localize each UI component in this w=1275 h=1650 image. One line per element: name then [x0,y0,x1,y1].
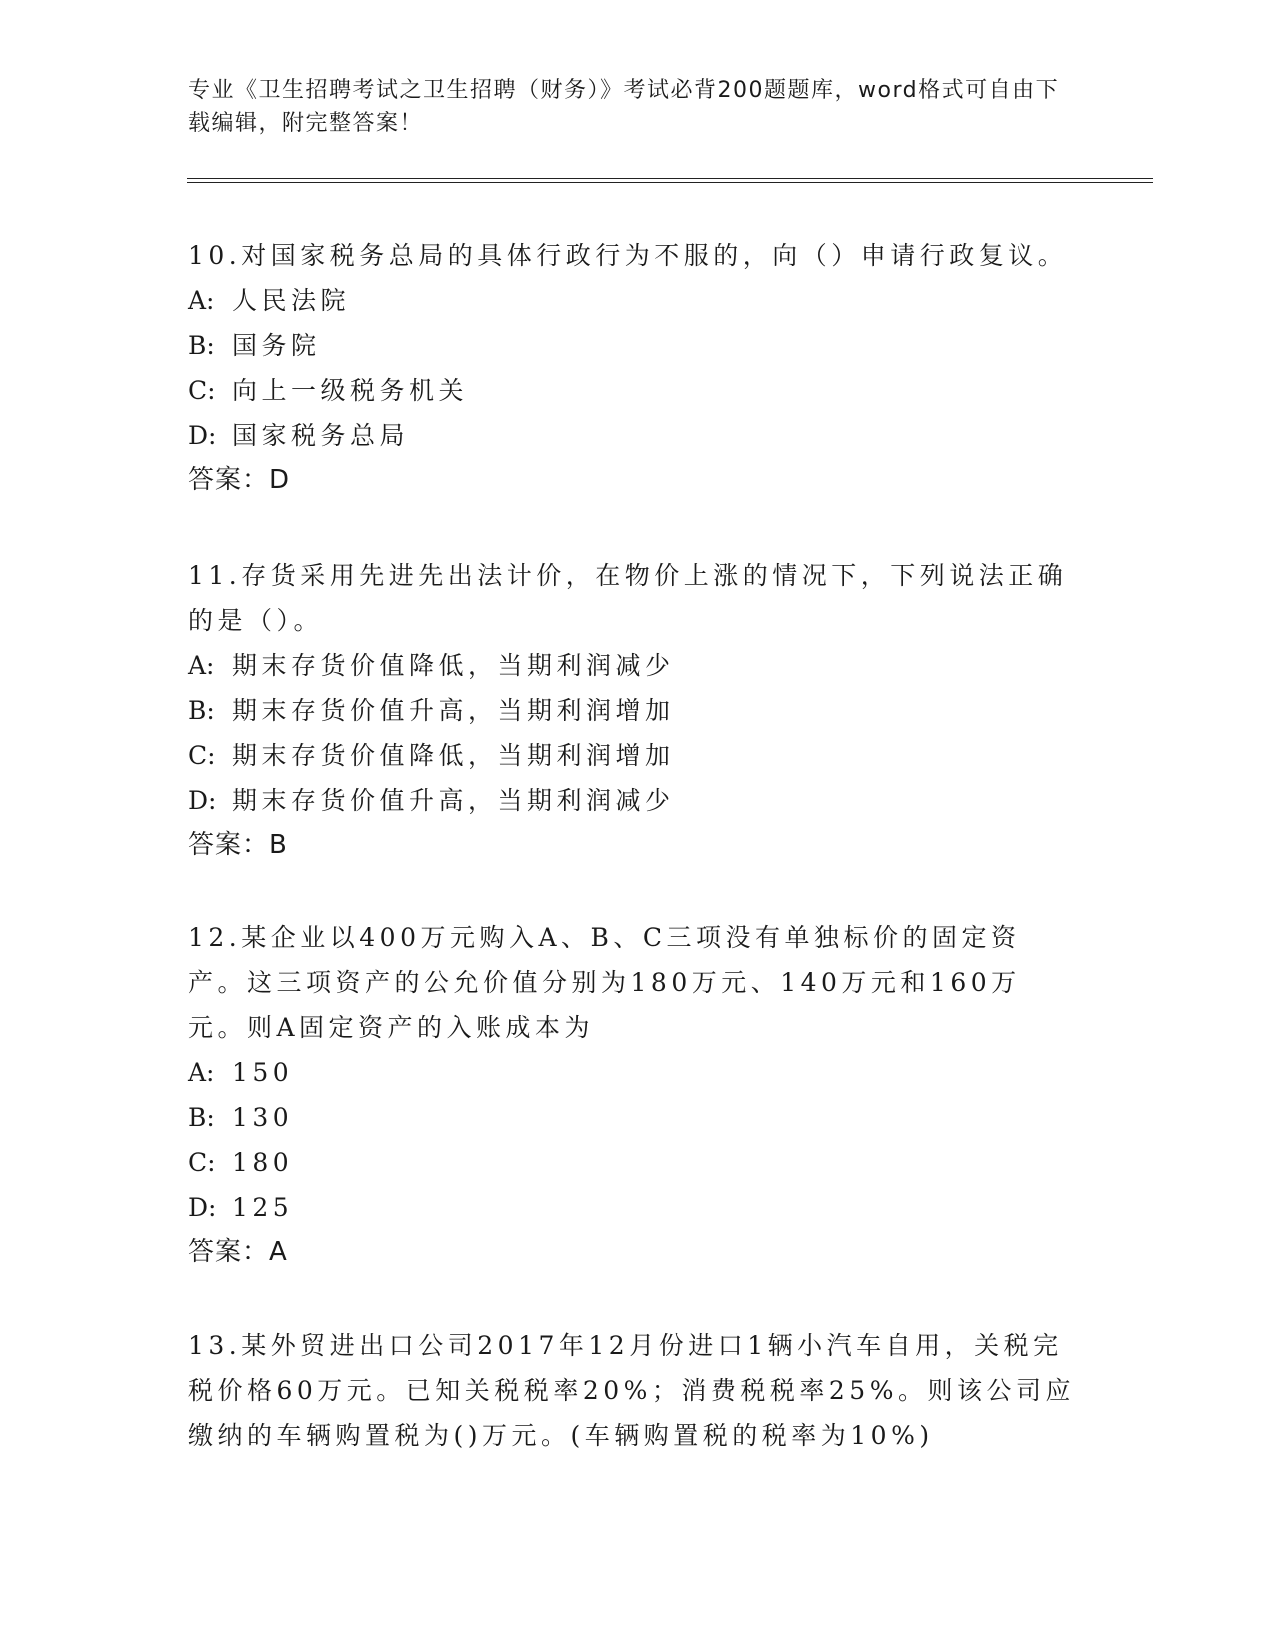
option-letter: D: [188,421,217,450]
option-letter: A: [188,1058,215,1087]
header-divider-bottom [187,182,1153,183]
option-text: 130 [232,1103,294,1132]
option-letter: B: [188,331,215,360]
question-13 [188,1323,1078,1458]
option-b [188,688,1078,733]
question-stem: 12.某企业以400万元购入A、B、C三项没有单独标价的固定资产。这三项资产的公允价值分别为180万元、140万元和160万元。则A固定资产的入账成本为 [188,923,1021,1042]
question-10 [188,233,1078,503]
question-12 [188,915,1078,1275]
option-text: 期末存货价值升高，当期利润增加 [232,696,675,725]
header-divider-top [187,178,1153,179]
option-d [188,413,1078,458]
option-text: 人民法院 [232,286,351,315]
option-text: 期末存货价值升高，当期利润减少 [232,786,675,815]
option-text: 国务院 [232,331,321,360]
answer-line: 答案：A [188,1237,288,1267]
option-letter: A: [188,286,215,315]
option-text: 期末存货价值降低，当期利润减少 [232,651,675,680]
option-c [188,368,1078,413]
question-stem: 10.对国家税务总局的具体行政行为不服的，向（）申请行政复议。 [188,241,1068,270]
document-header: 专业《卫生招聘考试之卫生招聘（财务）》考试必背200题题库，word格式可自由下载编辑，附完整答案！ [188,78,1060,136]
option-d [188,1185,1078,1230]
option-b [188,323,1078,368]
option-letter: C: [188,1148,216,1177]
option-c [188,733,1078,778]
option-text: 150 [232,1058,294,1087]
option-c [188,1140,1078,1185]
option-letter: C: [188,376,216,405]
option-letter: D: [188,1193,217,1222]
option-letter: C: [188,741,216,770]
option-text: 国家税务总局 [232,421,410,450]
answer-line: 答案：B [188,830,288,860]
option-b [188,1095,1078,1140]
option-text: 期末存货价值降低，当期利润增加 [232,741,675,770]
option-letter: A: [188,651,215,680]
question-stem: 11.存货采用先进先出法计价，在物价上涨的情况下，下列说法正确的是（）。 [188,561,1068,635]
option-text: 180 [232,1148,294,1177]
option-text: 向上一级税务机关 [232,376,469,405]
question-11 [188,553,1078,868]
option-text: 125 [232,1193,294,1222]
answer-line: 答案：D [188,465,291,495]
question-stem: 13.某外贸进出口公司2017年12月份进口1辆小汽车自用，关税完税价格60万元。已知关税税率20%；消费税税率25%。则该公司应缴纳的车辆购置税为()万元。(车辆购置税的税率为10%) [188,1331,1075,1450]
option-d [188,778,1078,823]
option-a [188,278,1078,323]
option-letter: B: [188,1103,215,1132]
option-a [188,643,1078,688]
option-a [188,1050,1078,1095]
option-letter: D: [188,786,217,815]
option-letter: B: [188,696,215,725]
